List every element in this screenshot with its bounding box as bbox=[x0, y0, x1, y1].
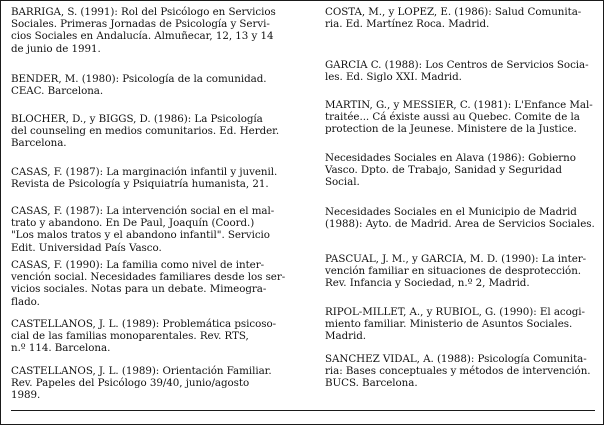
reference-entry: Necesidades Sociales en el Municipio de Madrid (1988): Ayto. de Madrid. Area de Servicios Sociales. bbox=[325, 206, 595, 231]
reference-entry: GARCIA C. (1988): Los Centros de Servicios Socia- les. Ed. Siglo XXI. Madrid. bbox=[325, 59, 589, 84]
reference-entry: PASCUAL, J. M., y GARCIA, M. D. (1990): La inter- vención familiar en situaciones de desprotección. Rev. Infancia y Sociedad, n.º 2, Madrid. bbox=[325, 253, 587, 290]
reference-entry: RIPOL-MILLET, A., y RUBIOL, G. (1990): El acogi- miento familiar. Ministerio de Asuntos Sociales. Madrid. bbox=[325, 306, 585, 343]
reference-entry: COSTA, M., y LOPEZ, E. (1986): Salud Comunita- ria. Ed. Martínez Roca. Madrid. bbox=[325, 6, 582, 31]
reference-entry: BARRIGA, S. (1991): Rol del Psicólogo en Servicios Sociales. Primeras Jornadas de Psicología y Servi- cios Sociales en Andalucía. Almuñecar, 12, 13 y 14 de junio de 1991. bbox=[11, 6, 276, 55]
reference-entry: BENDER, M. (1980): Psicología de la comunidad. CEAC. Barcelona. bbox=[11, 73, 267, 98]
reference-entry: CASAS, F. (1987): La marginación infantil y juvenil. Revista de Psicología y Psiquiatría humanista, 21. bbox=[11, 166, 278, 191]
reference-entry: MARTIN, G., y MESSIER, C. (1981): L'Enfance Mal- traitée... Cá éxiste aussi au Quebec. Comite de la protection de la Jeunese. Ministere de la Justice. bbox=[325, 99, 593, 136]
reference-entry: SANCHEZ VIDAL, A. (1988): Psicología Comunita- ria: Bases conceptuales y métodos de intervención. BUCS. Barcelona. bbox=[325, 353, 591, 390]
reference-entry: CASAS, F. (1987): La intervención social en el mal- trato y abandono. En De Paul, Joaquín (Coord.) "Los malos tratos y el abandono infantil". Servicio Edit. Universidad País Vasco. bbox=[11, 205, 275, 254]
bottom-divider bbox=[11, 410, 595, 411]
reference-entry: CASTELLANOS, J. L. (1989): Problemática psicoso- cial de las familias monoparentales. Rev. RTS, n.º 114. Barcelona. bbox=[11, 318, 277, 355]
reference-entry: Necesidades Sociales en Alava (1986): Gobierno Vasco. Dpto. de Trabajo, Sanidad y Seguridad Social. bbox=[325, 152, 576, 189]
reference-entry: CASTELLANOS, J. L. (1989): Orientación Familiar. Rev. Papeles del Psicólogo 39/40, junio/agosto 1989. bbox=[11, 365, 272, 402]
reference-entry: CASAS, F. (1990): La familia como nivel de inter- vención social. Necesidades familiares desde los ser- vicios sociales. Notas para un debate. Mimeogra- flado. bbox=[11, 259, 286, 308]
reference-entry: BLOCHER, D., y BIGGS, D. (1986): La Psicología del counseling en medios comunitarios. Ed. Herder. Barcelona. bbox=[11, 113, 280, 150]
